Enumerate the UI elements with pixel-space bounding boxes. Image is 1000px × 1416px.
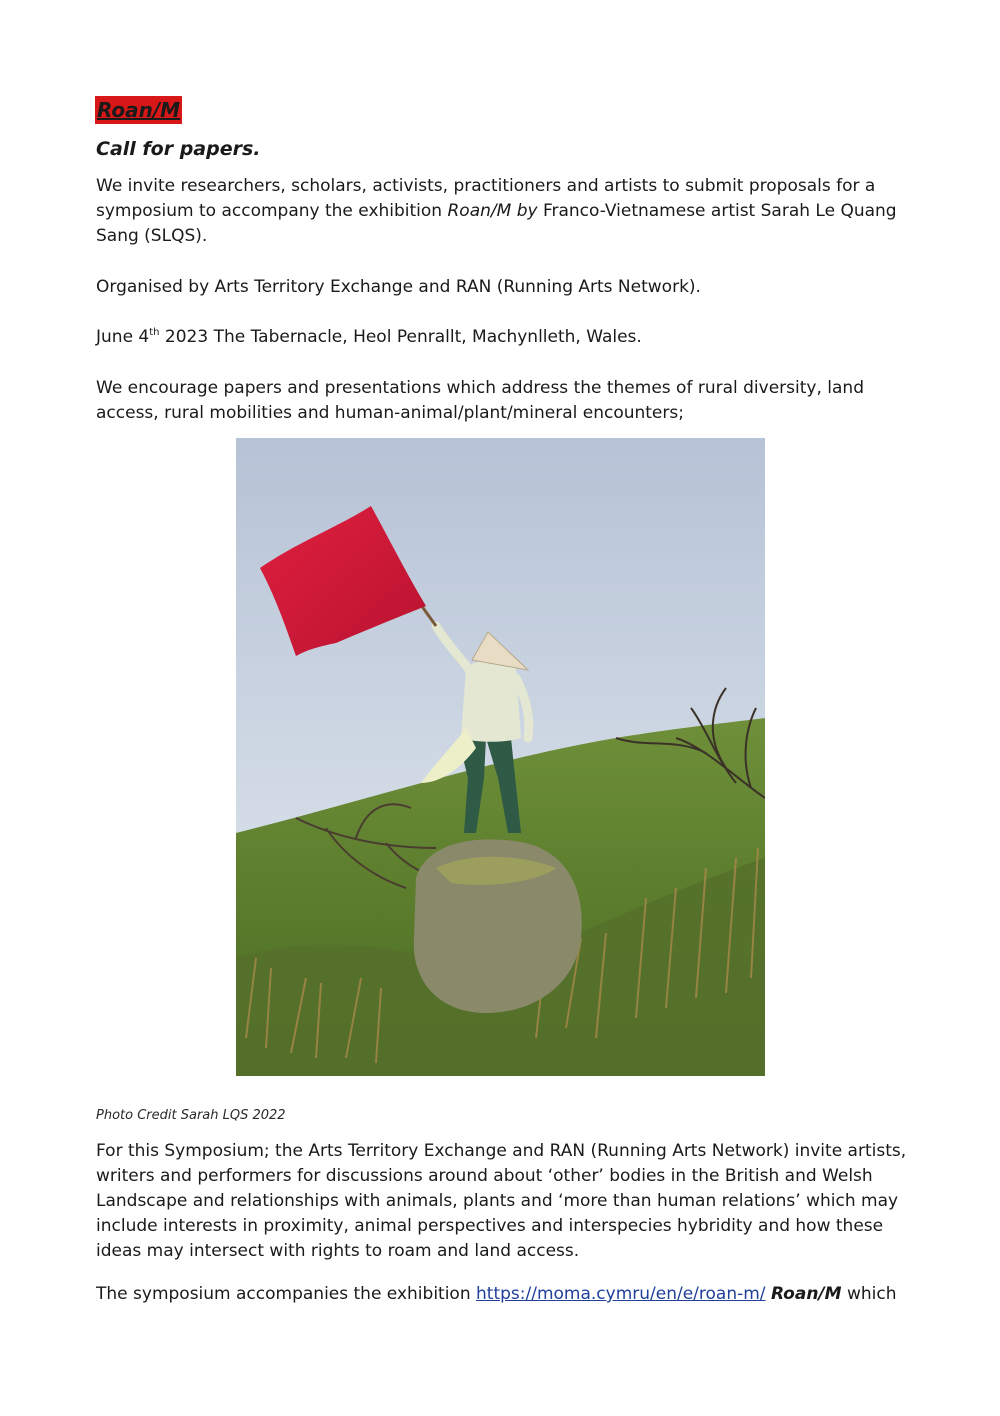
intro-text-italic: Roan/M by: [447, 201, 538, 221]
intro-text-a: We invite researchers, scholars, activists, practitioners and artists to submit proposals for a symposium to accompany the exhibition: [96, 176, 876, 221]
exhibition-text-b: which: [846, 1284, 897, 1304]
document-subtitle: Call for papers.: [96, 138, 261, 160]
performance-photo: [236, 438, 765, 1076]
exhibition-title-bold: Roan/M: [770, 1284, 842, 1304]
document-title: Roan/M: [97, 98, 181, 122]
intro-paragraph: [96, 174, 916, 249]
exhibition-text-a: The symposium accompanies the exhibition: [96, 1284, 477, 1304]
date-text-b: 2023 The Tabernacle, Heol Penrallt, Machynlleth, Wales.: [159, 327, 642, 347]
photo-caption: Photo Credit Sarah LQS 2022: [96, 1108, 286, 1123]
photo-illustration: [236, 438, 765, 1076]
exhibition-paragraph: [96, 1282, 916, 1307]
symposium-paragraph: For this Symposium; the Arts Territory Exchange and RAN (Running Arts Network) invite artists, writers and performers for discussions around about ‘other’ bodies in the British and Welsh Landscape and relationships with animals, plants and ‘more than human relations’ which may include interests in proximity, animal perspectives and interspecies hybridity and how these ideas may intersect with rights to roam and land access.: [96, 1141, 907, 1261]
themes-paragraph: We encourage papers and presentations which address the themes of rural diversity, land access, rural mobilities and human-animal/plant/mineral encounters;: [96, 378, 864, 423]
date-paragraph: [96, 325, 916, 350]
organised-paragraph: Organised by Arts Territory Exchange and RAN (Running Arts Network).: [96, 277, 701, 297]
date-superscript: th: [149, 327, 160, 338]
exhibition-link[interactable]: https://moma.cymru/en/e/roan-m/: [476, 1284, 766, 1304]
date-text-a: June 4: [96, 327, 150, 347]
intro-text-b: Franco-Vietnamese artist Sarah Le Quang Sang (SLQS).: [96, 201, 897, 246]
